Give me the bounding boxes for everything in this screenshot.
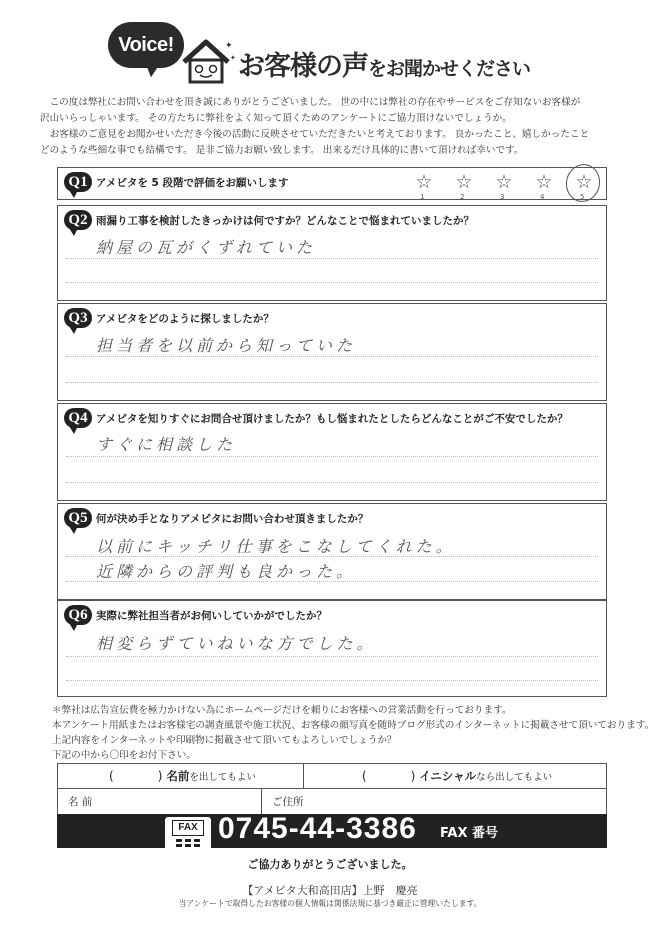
star-icon[interactable]: ☆ 2 [455,171,473,201]
question-6-box [57,600,607,697]
svg-text:✦: ✦ [230,54,236,62]
q6-badge: Q6 [64,605,92,625]
q1-badge: Q1 [64,172,92,192]
svg-text:✦: ✦ [225,41,233,51]
q4-badge: Q4 [64,408,92,428]
intro-text [40,95,630,159]
fax-number: 0745-44-3386 [218,812,417,845]
consent-option-initial[interactable]: ( ) イニシャル なら出してもよい [361,769,553,783]
q3-answer-line-1[interactable]: 担当者を以前から知っていた [96,336,357,355]
title-main: お客様の声 [238,51,368,82]
star-icon[interactable]: ☆ 4 [535,171,553,201]
fax-icon-label: FAX [172,820,204,836]
notice-line: ＊弊社は広告宣伝費を極力かけない為にホームページだけを頼りにお客様への営業活動を行っております。 [52,705,512,716]
q5-text: 何が決め手となりアメピタにお問い合わせ頂きましたか？ [96,512,369,525]
q6-text: 実際に弊社担当者がお伺いしていかがでしたか？ [96,609,327,622]
name-label: 名 前 [68,796,93,808]
answer-rule [66,656,598,657]
consent-table [57,763,607,815]
star-icon[interactable]: ☆ 1 [415,171,433,201]
q4-answer-line-1[interactable]: すぐに相談した [96,435,237,454]
answer-rule [66,258,598,259]
intro-line: お客様のご意見をお聞かせいただき今後の活動に反映させていただきたいと考えております。 良かったこと、嬉しかったこと [40,129,590,140]
q5-answer-line-1[interactable]: 以前にキッチリ仕事をこなしてくれた。 [96,537,456,556]
answer-rule [66,482,598,483]
answer-rule [66,556,598,557]
q4-text: アメピタを知りすぐにお問合せ頂けましたか？もし悩まれたとしたらどんなことがご不安でしたか？ [96,412,568,425]
q2-answer-line-1[interactable]: 納屋の瓦がくずれていた [96,238,317,257]
q5-answer-line-2[interactable]: 近隣からの評判も良かった。 [96,562,357,581]
privacy-note: 当アンケートで取得したお客様の個人情報は関係法規に基づき厳正に管理いたします。 [178,899,482,908]
title-sub: をお聞かせください [368,58,531,80]
question-1-box [57,167,607,200]
star-icon[interactable]: ☆ 3 [495,171,513,201]
answer-rule [66,282,598,283]
house-face-icon [180,38,236,84]
question-5-box [57,503,607,600]
q2-text: 雨漏り工事を検討したきっかけは何ですか？どんなことで悩まれていましたか？ [96,214,474,227]
answer-rule [66,680,598,681]
publication-notice [52,703,654,763]
consent-option-name[interactable]: ( ) 名前 を出してもよい [58,764,304,788]
answer-rule [66,382,598,383]
answer-rule [66,456,598,457]
thanks-message: ご協力ありがとうございました。 [247,858,413,871]
fax-number-label: FAX 番号 [440,826,498,841]
intro-line: この度は弊社にお問い合わせを頂き誠にありがとうございました。 世の中には弊社の存在やサービスをご存知ないお客様が [40,97,581,108]
shop-signature: 【アメピタ大和高田店】上野 慶亮 [242,884,418,897]
address-field[interactable] [262,789,606,814]
question-3-box [57,303,607,401]
star-icon-selected[interactable]: ☆ 5 [575,171,593,201]
question-4-box [57,403,607,501]
question-2-box [57,205,607,301]
intro-line: 沢山いらっしゃいます。 その方たちに弊社をよく知って頂くためのアンケートにご協力頂けないでしょうか。 [40,113,512,124]
answer-rule [66,581,598,582]
voice-badge: Voice! [108,22,184,68]
rating-stars [414,171,594,201]
fax-keypad-icon [176,839,200,847]
q3-badge: Q3 [64,308,92,328]
address-label: ご住所 [272,796,304,808]
notice-line: 下記の中から〇印をお付下さい。 [52,750,196,761]
page-title [238,44,530,83]
q1-text: アメピタを 5 段階で評価をお願いします [96,176,289,189]
q3-text: アメピタをどのように探しましたか？ [96,312,274,325]
q2-badge: Q2 [64,210,92,230]
notice-line: 上記内容をインターネットや印刷物に掲載させて頂いてもよろしいでしょうか？ [52,735,397,746]
answer-rule [66,356,598,357]
q6-answer-line-1[interactable]: 相変らずていねいな方でした。 [96,634,377,653]
intro-line: どのような些細な事でも結構です。 是非ご協力お願い致します。 出来るだけ具体的に書いて頂ければ幸いです。 [40,145,524,156]
notice-line: 本アンケート用紙またはお客様宅の調査風景や施工状況、お客様の顔写真を随時ブログ形式のインターネットに掲載させて頂いております。 [52,720,655,731]
name-field[interactable] [58,789,262,814]
q5-badge: Q5 [64,508,92,528]
